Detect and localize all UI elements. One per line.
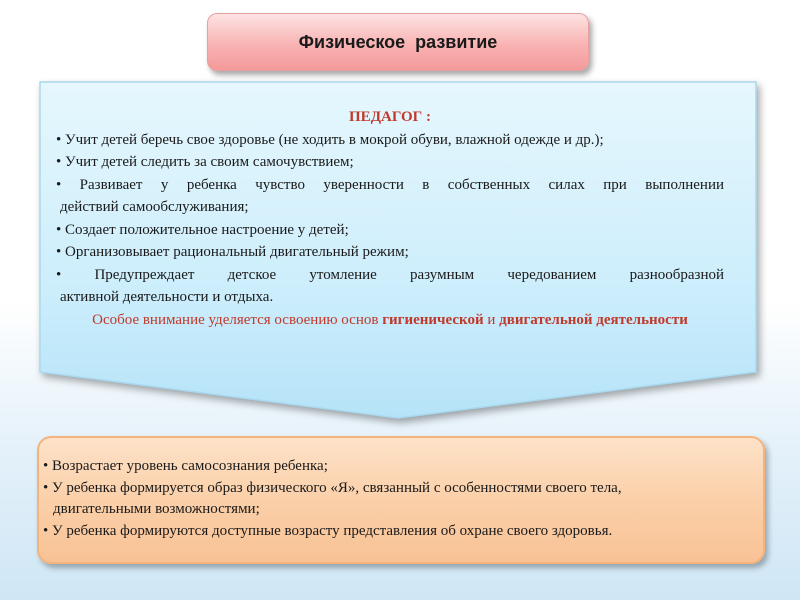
results-panel: [37, 436, 765, 564]
teacher-text-block: [56, 106, 724, 331]
teacher-heading: ПЕДАГОГ :: [349, 109, 431, 125]
teacher-item: • Развивает у ребенка чувство уверенности в собственных силах при выполнении: [56, 176, 724, 193]
note-prefix: Особое внимание уделяется освоению основ: [92, 311, 383, 328]
result-item: • У ребенка формируются доступные возрасту представления об охране своего здоровья.: [43, 522, 613, 539]
results-text-block: [43, 456, 751, 542]
result-item-continuation: двигательными возможностями;: [53, 501, 260, 517]
teacher-item-continuation: активной деятельности и отдыха.: [60, 289, 274, 305]
note-mid: и: [483, 311, 500, 328]
teacher-item: • Учит детей следить за своим самочувствием;: [56, 154, 354, 170]
teacher-item: • Учит детей беречь свое здоровье (не ходить в мокрой обуви, влажной одежде и др.);: [56, 131, 604, 148]
result-item: • У ребенка формируется образ физического «Я», связанный с особенностями своего тела,: [43, 479, 622, 496]
note-bold-hygienic: гигиенической: [382, 311, 484, 328]
teacher-arrow-panel: [38, 80, 758, 420]
slide-title: Физическое развитие: [298, 31, 498, 52]
note-bold-motor: двигательной деятельности: [499, 311, 688, 328]
teacher-item: • Создает положительное настроение у детей;: [56, 221, 349, 238]
title-banner: [207, 13, 589, 71]
special-attention-note: [56, 309, 724, 332]
teacher-item: • Организовывает рациональный двигательный режим;: [56, 244, 409, 260]
teacher-item: • Предупреждает детское утомление разумным чередованием разнообразной: [56, 266, 724, 283]
teacher-item-continuation: действий самообслуживания;: [60, 199, 249, 215]
result-item: • Возрастает уровень самосознания ребенка;: [43, 458, 328, 474]
